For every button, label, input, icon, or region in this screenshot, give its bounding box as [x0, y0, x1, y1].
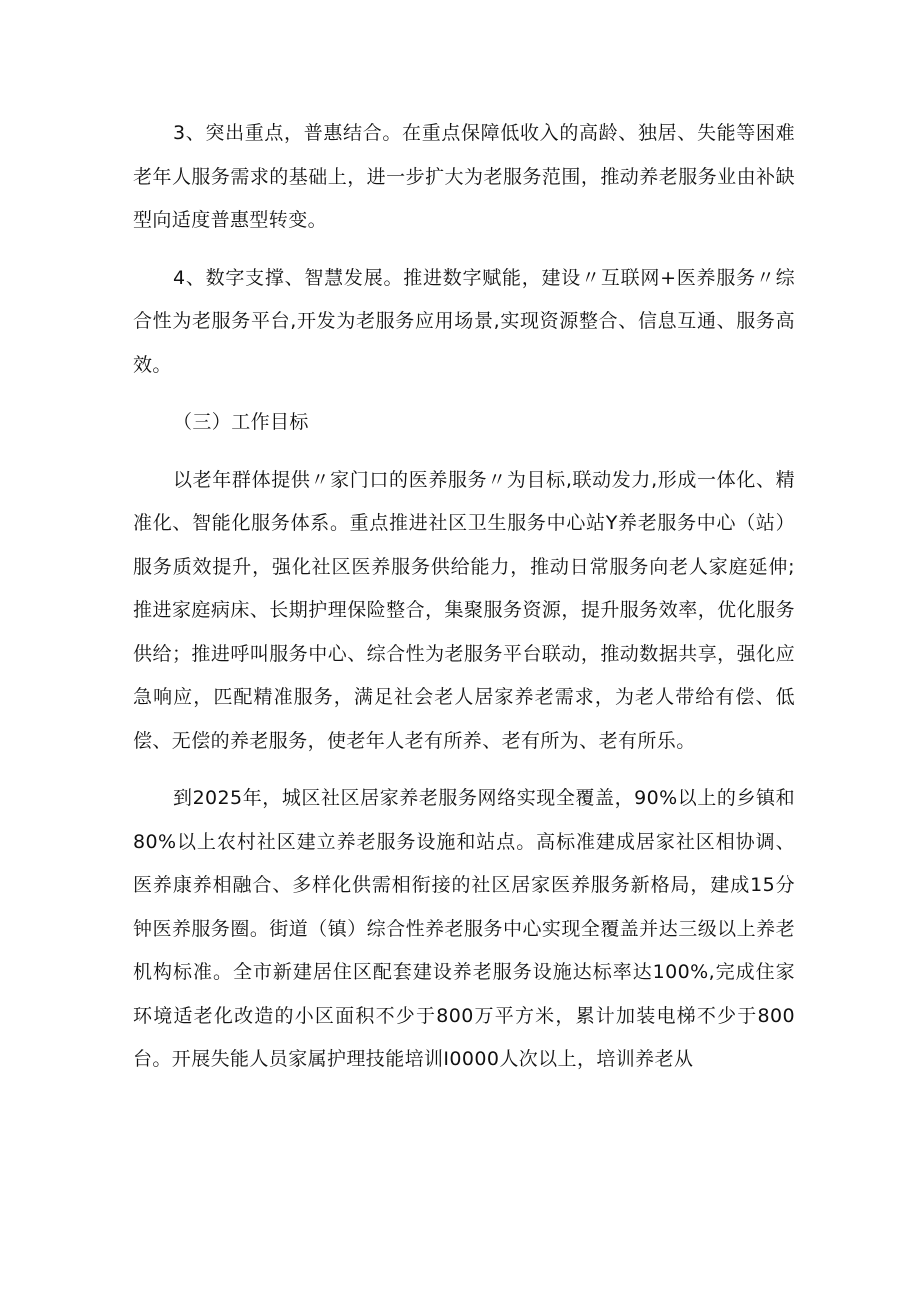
paragraph-principle-4: 4、数字支撑、智慧发展。推进数字赋能，建设〃互联网+医养服务〃综合性为老服务平台,开发为老服务应用场景,实现资源整合、信息互通、服务高效。 [133, 266, 795, 376]
document-body [133, 112, 795, 1082]
paragraph-2025-targets: 到2025年，城区社区居家养老服务网络实现全覆盖，90%以上的乡镇和80%以上农村社区建立养老服务设施和站点。高标准建成居家社区相协调、医养康养相融合、多样化供需相衔接的社区居家医养服务新格局，建成15分钟医养服务圈。街道（镇）综合性养老服务中心实现全覆盖并达三级以上养老机构标准。全市新建居住区配套建设养老服务设施达标率达100%,完成住家环境适老化改造的小区面积不少于800万平方米，累计加装电梯不少于800台。开展失能人员家属护理技能培训I0000人次以上，培训养老从 [133, 787, 795, 1070]
paragraph-principle-3: 3、突出重点，普惠结合。在重点保障低收入的高龄、独居、失能等困难老年人服务需求的基础上，进一步扩大为老服务范围，推动养老服务业由补缺型向适度普惠型转变。 [133, 122, 795, 231]
paragraph-work-goals: 以老年群体提供〃家门口的医养服务〃为目标,联动发力,形成一体化、精准化、智能化服务体系。重点推进社区卫生服务中心站Y养老服务中心（站）服务质效提升，强化社区医养服务供给能力，推动日常服务向老人家庭延伸;推进家庭病床、长期护理保险整合，集聚服务资源，提升服务效率，优化服务供给；推进呼叫服务中心、综合性为老服务平台联动，推动数据共享，强化应急响应，匹配精准服务，满足社会老人居家养老需求，为老人带给有偿、低偿、无偿的养老服务，使老年人老有所养、老有所为、老有所乐。 [133, 468, 795, 752]
section-heading-work-goals: （三）工作目标 [173, 411, 309, 433]
